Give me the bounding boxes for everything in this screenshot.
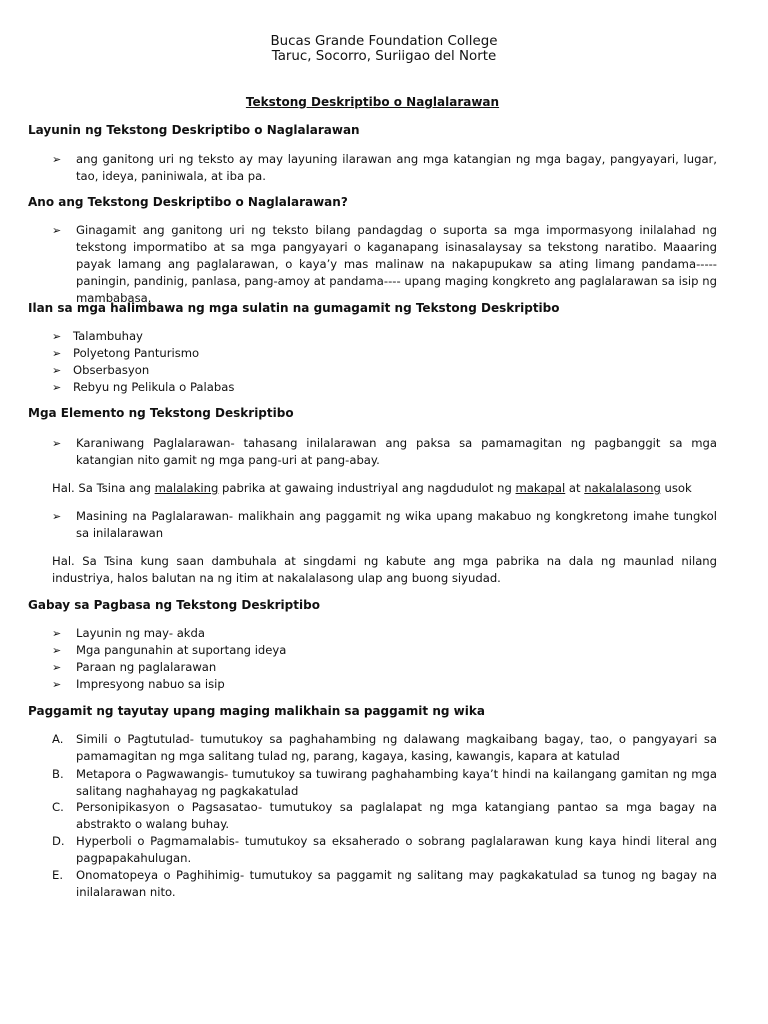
term: Karaniwang Paglalarawan- bbox=[76, 436, 235, 450]
arrow-bullet-icon: ➢ bbox=[52, 224, 62, 237]
elemento-item-2 bbox=[76, 508, 717, 542]
heading-gabay: Gabay sa Pagbasa ng Tekstong Deskriptibo bbox=[28, 598, 320, 612]
arrow-bullet-icon: ➢ bbox=[52, 437, 62, 450]
arrow-bullet-icon: ➢ bbox=[52, 644, 62, 657]
underlined-word: makapal bbox=[515, 481, 566, 495]
tayutay-item bbox=[76, 833, 717, 867]
arrow-bullet-icon: ➢ bbox=[52, 364, 62, 377]
arrow-bullet-icon: ➢ bbox=[52, 347, 62, 360]
elemento-item-1 bbox=[76, 435, 717, 469]
heading-layunin: Layunin ng Tekstong Deskriptibo o Naglalarawan bbox=[28, 123, 360, 137]
example-text: Sa Tsina ang bbox=[74, 481, 155, 495]
definition: tumutukoy sa paggamit ng salitang may pagkakatulad sa tunog ng bagay na inilalarawan nito. bbox=[76, 868, 717, 899]
example-1 bbox=[52, 480, 732, 497]
list-item: Impresyong nabuo sa isip bbox=[76, 677, 225, 691]
tayutay-item bbox=[76, 731, 717, 765]
arrow-bullet-icon: ➢ bbox=[52, 661, 62, 674]
term: Simili o Pagtutulad- bbox=[76, 732, 194, 746]
list-letter: D. bbox=[52, 834, 65, 848]
example-2 bbox=[52, 553, 717, 587]
definition: tahasang inilalarawan ang paksa sa pamamagitan ng pagbanggit sa mga katangian nito gamit ng mga pang-uri at pang-abay. bbox=[76, 436, 718, 467]
list-item: Paraan ng paglalarawan bbox=[76, 660, 217, 674]
example-text: pabrika at gawaing industriyal ang nagdudulot ng bbox=[218, 481, 516, 495]
list-item: Rebyu ng Pelikula o Palabas bbox=[73, 380, 235, 394]
list-item: Mga pangunahin at suportang ideya bbox=[76, 643, 287, 657]
definition: tumutukoy sa paglalapat ng mga katangiang pantao sa mga bagay na abstrakto o walang buhay. bbox=[76, 800, 717, 831]
example-label: Hal. bbox=[52, 481, 75, 495]
list-letter: B. bbox=[52, 767, 64, 781]
arrow-bullet-icon: ➢ bbox=[52, 678, 62, 691]
tayutay-item bbox=[76, 799, 717, 833]
document-title: Tekstong Deskriptibo o Naglalarawan bbox=[245, 95, 500, 109]
example-text: usok bbox=[660, 481, 692, 495]
heading-elemento: Mga Elemento ng Tekstong Deskriptibo bbox=[28, 406, 294, 420]
underlined-word: malalaking bbox=[154, 481, 219, 495]
list-letter: E. bbox=[52, 868, 64, 882]
arrow-bullet-icon: ➢ bbox=[52, 510, 62, 523]
layunin-text: ang ganitong uri ng teksto ay may layuning ilarawan ang mga katangian ng mga bagay, pangyayari, lugar, tao, ideya, paniniwala, at iba pa. bbox=[76, 152, 717, 183]
tayutay-item bbox=[76, 766, 717, 800]
list-letter: C. bbox=[52, 800, 64, 814]
heading-halimbawa: Ilan sa mga halimbawa ng mga sulatin na gumagamit ng Tekstong Deskriptibo bbox=[28, 301, 560, 315]
arrow-bullet-icon: ➢ bbox=[52, 153, 62, 166]
arrow-bullet-icon: ➢ bbox=[52, 381, 62, 394]
arrow-bullet-icon: ➢ bbox=[52, 627, 62, 640]
list-item: Talambuhay bbox=[73, 329, 143, 343]
school-address: Taruc, Socorro, Suriigao del Norte bbox=[271, 49, 497, 64]
example-label: Hal. bbox=[52, 554, 75, 568]
school-name: Bucas Grande Foundation College bbox=[270, 34, 498, 49]
definition: tumutukoy sa paghahambing ng dalawang magkaibang bagay, tao, o pangyayari sa pamamagitan ng mga salitang tulad ng, parang, kagaya, kasing, kawangis, kapara at katulad bbox=[76, 732, 717, 763]
arrow-bullet-icon: ➢ bbox=[52, 330, 62, 343]
example-text: at bbox=[565, 481, 585, 495]
list-letter: A. bbox=[52, 732, 64, 746]
definition: tumutukoy sa eksaherado o sobrang paglalarawan kung kaya hindi literal ang pagpapakahulugan. bbox=[76, 834, 717, 865]
list-item: Polyetong Panturismo bbox=[73, 346, 200, 360]
example-text: Sa Tsina kung saan dambuhala at singdami ng kabute ang mga pabrika na dala ng maunlad nilang industriya, halos balutan na ng itim at nakalalasong ulap ang buong siyudad. bbox=[52, 554, 717, 585]
underlined-word: nakalalasong bbox=[584, 481, 661, 495]
heading-ano: Ano ang Tekstong Deskriptibo o Naglalarawan? bbox=[28, 195, 348, 209]
term: Onomatopeya o Paghihimig- bbox=[76, 868, 245, 882]
definition: tumutukoy sa tuwirang paghahambing kaya’t hindi na kailangang gamitan ng mga salitang naghahayag ng pagkakatulad bbox=[76, 767, 717, 798]
term: Hyperboli o Pagmamalabis- bbox=[76, 834, 240, 848]
list-item: Obserbasyon bbox=[73, 363, 150, 377]
term: Personipikasyon o Pagsasatao- bbox=[76, 800, 263, 814]
definition: malikhain ang paggamit ng wika upang makabuo ng kongkretong imahe tungkol sa inilalarawan bbox=[76, 509, 717, 540]
term: Metapora o Pagwawangis- bbox=[76, 767, 229, 781]
list-item: Layunin ng may- akda bbox=[76, 626, 205, 640]
term: Masining na Paglalarawan- bbox=[76, 509, 234, 523]
ano-text: Ginagamit ang ganitong uri ng teksto bilang pandagdag o suporta sa mga impormasyong inilalahad ng tekstong impormatibo at sa mga pangyayari o kaganapang isinasalaysay sa tekstong naratibo. Maaaring payak lamang ang paglalarawan, o kaya’y mas malinaw na nakapupukaw sa ating limang pandama----- paningin, pandinig, panlasa, pang-amoy at pandama---- upang maging kongkreto ang paglalarawan sa isip ng mambabasa. bbox=[76, 223, 717, 305]
tayutay-item bbox=[76, 867, 717, 901]
heading-tayutay: Paggamit ng tayutay upang maging malikhain sa paggamit ng wika bbox=[28, 704, 485, 718]
